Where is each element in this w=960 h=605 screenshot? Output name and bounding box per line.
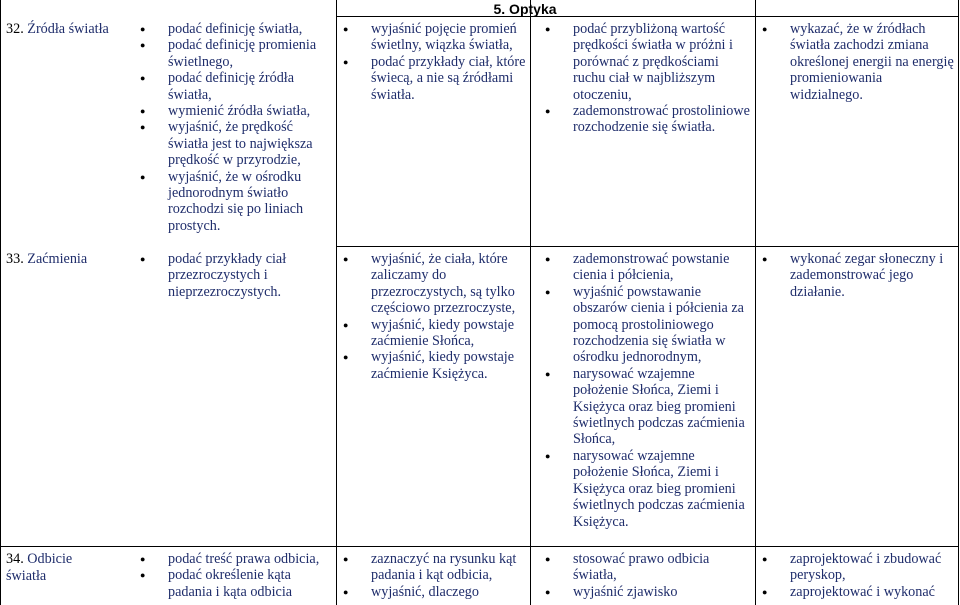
topic-number: 32.	[6, 21, 24, 37]
list-item: ● podać przykłady ciał przezroczystych i nieprzezroczystych.	[140, 251, 334, 300]
row-divider-2	[0, 546, 959, 547]
topic-32	[6, 21, 109, 38]
list-item: ● wyjaśnić zjawisko	[545, 584, 752, 600]
column-divider-1	[336, 0, 337, 605]
list-item: ● podać treść prawa odbicia,	[140, 551, 334, 567]
row32-extended-requirements	[343, 21, 528, 103]
list-item: ● wyjaśnić pojęcie promień świetlny, wiązka światła,	[343, 21, 528, 54]
column-divider-3	[755, 0, 756, 605]
row33-advanced-requirements	[762, 251, 956, 300]
list-item: ● wyjaśnić powstawanie obszarów cienia i półcienia za pomocą prostoliniowego rozchodzenia się światła w ośrodku jednorodnym,	[545, 284, 752, 366]
list-item: ● wymienić źródła światła,	[140, 103, 334, 119]
list-item: ● zaznaczyć na rysunku kąt padania i kąt odbicia,	[343, 551, 528, 584]
row32-full-requirements	[545, 21, 752, 136]
row32-basic-requirements	[140, 21, 334, 234]
row32-advanced-requirements	[762, 21, 956, 103]
list-item: ● podać definicję promienia świetlnego,	[140, 37, 334, 70]
list-item: ● wyjaśnić, że ciała, które zaliczamy do przezroczystych, są tylko częściowo przezroczyste,	[343, 251, 528, 317]
list-item: ● wyjaśnić, kiedy powstaje zaćmienie Księżyca.	[343, 349, 528, 382]
list-item: ● podać definicję źródła światła,	[140, 70, 334, 103]
list-item: ● zaprojektować i zbudować peryskop,	[762, 551, 956, 584]
list-item: ● narysować wzajemne położenie Słońca, Ziemi i Księżyca oraz bieg promieni świetlnych podczas zaćmienia Księżyca.	[545, 448, 752, 530]
row34-basic-requirements	[140, 551, 334, 600]
list-item: ● podać określenie kąta padania i kąta odbicia	[140, 567, 334, 600]
row-divider-1	[336, 246, 959, 247]
list-item: ● zademonstrować powstanie cienia i półcienia,	[545, 251, 752, 284]
row34-advanced-requirements	[762, 551, 956, 600]
list-item: ● wyjaśnić, że prędkość światła jest to największa prędkość w przyrodzie,	[140, 119, 334, 168]
list-item: ● wyjaśnić, że w ośrodku jednorodnym światło rozchodzi się po liniach prostych.	[140, 169, 334, 235]
list-item: ● zaprojektować i wykonać	[762, 584, 956, 600]
list-item: ● podać przybliżoną wartość prędkości światła w próżni i porównać z prędkościami ruchu ciał w najbliższym otoczeniu,	[545, 21, 752, 103]
row34-extended-requirements	[343, 551, 528, 600]
topic-title: Zaćmienia	[27, 251, 88, 267]
list-item: ● podać definicję światła,	[140, 21, 334, 37]
row33-full-requirements	[545, 251, 752, 530]
list-item: ● podać przykłady ciał, które świecą, a nie są źródłami światła.	[343, 54, 528, 103]
topic-title: Odbicie światła	[6, 551, 73, 584]
topic-34	[6, 551, 106, 585]
section-header: 5. Optyka	[493, 1, 557, 17]
row33-extended-requirements	[343, 251, 528, 382]
row34-full-requirements	[545, 551, 752, 600]
list-item: ● stosować prawo odbicia światła,	[545, 551, 752, 584]
topic-title: Źródła światła	[27, 21, 109, 37]
table-border-left	[0, 0, 1, 605]
list-item: ● zademonstrować prostoliniowe rozchodzenie się światła.	[545, 103, 752, 136]
topic-number: 33.	[6, 251, 24, 267]
topic-number: 34.	[6, 551, 24, 567]
list-item: ● wykazać, że w źródłach światła zachodzi zmiana określonej energii na energię promieniowania widzialnego.	[762, 21, 956, 103]
row33-basic-requirements	[140, 251, 334, 300]
topic-33	[6, 251, 87, 268]
column-divider-2	[530, 0, 531, 605]
table-border-right	[958, 0, 959, 605]
list-item: ● wyjaśnić, dlaczego	[343, 584, 528, 600]
list-item: ● wyjaśnić, kiedy powstaje zaćmienie Słońca,	[343, 317, 528, 350]
list-item: ● narysować wzajemne położenie Słońca, Ziemi i Księżyca oraz bieg promieni świetlnych podczas zaćmienia Słońca,	[545, 366, 752, 448]
list-item: ● wykonać zegar słoneczny i zademonstrować jego działanie.	[762, 251, 956, 300]
